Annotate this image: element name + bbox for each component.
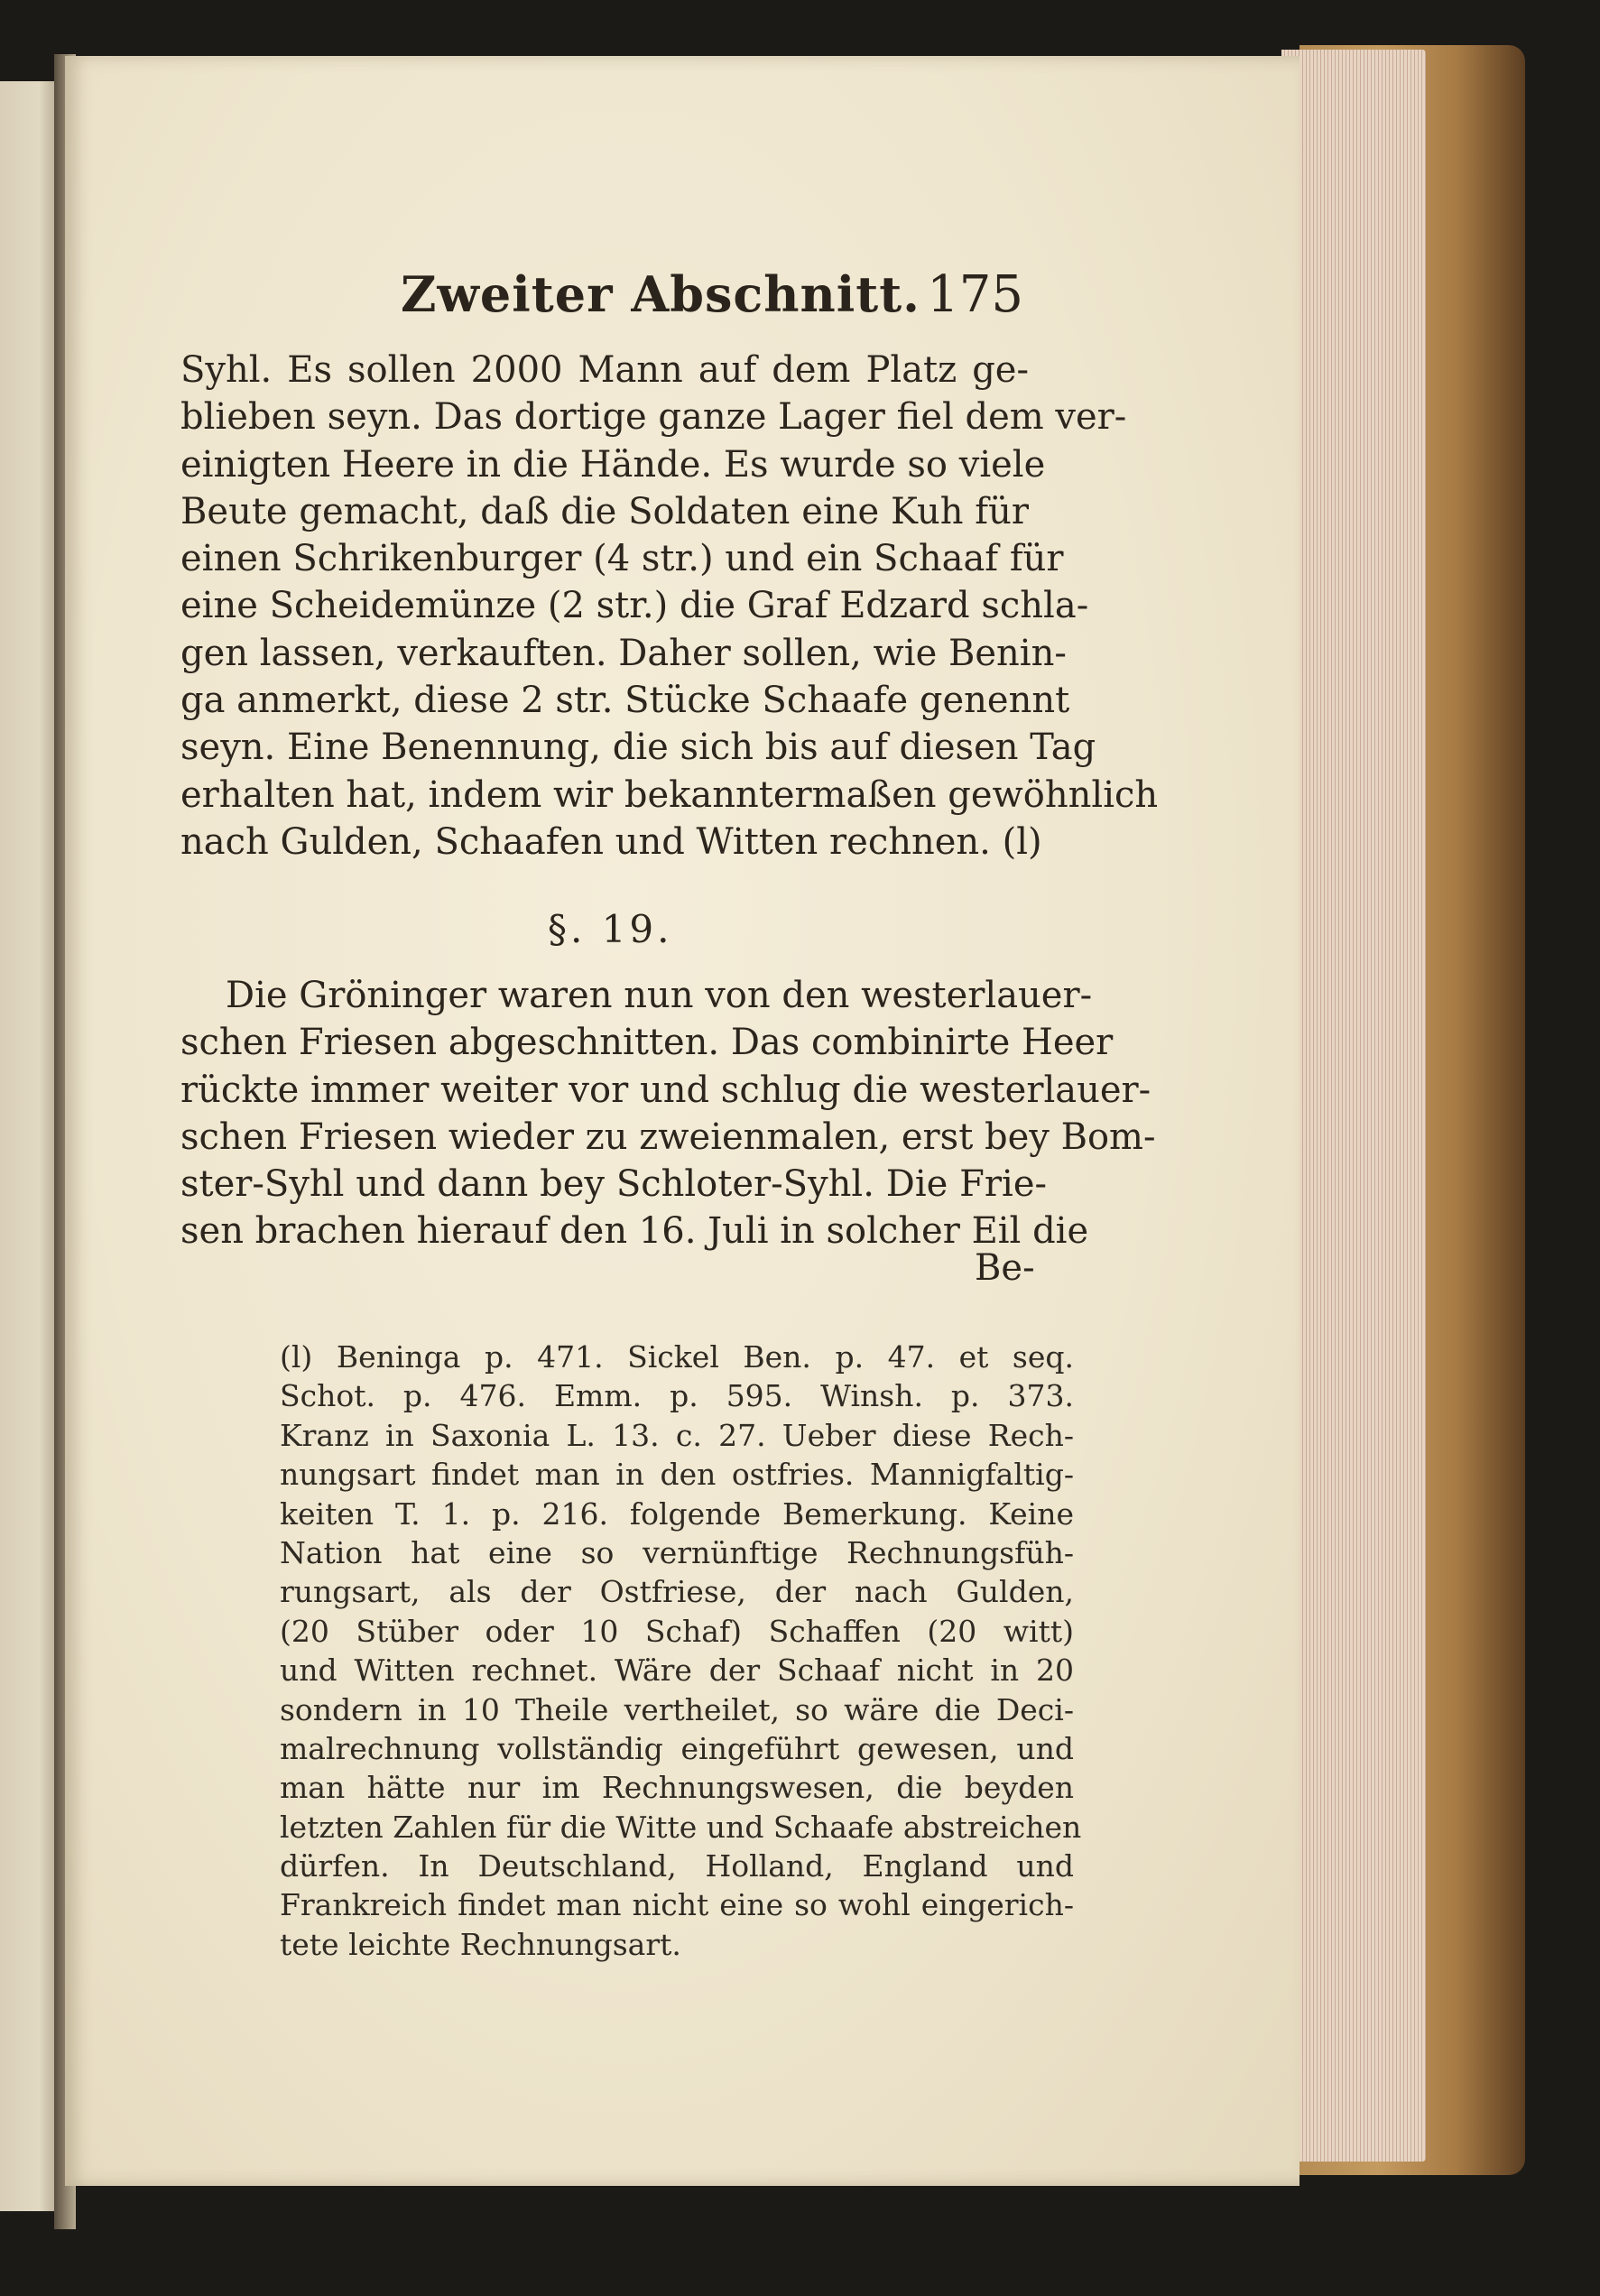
footnote-line: sondern in 10 Theile vertheilet, so wäre die Deci- <box>280 1691 1074 1727</box>
text-line: sen brachen hierauf den 16. Juli in solcher Eil die <box>180 1210 1089 1253</box>
footnote-line: Schot. p. 476. Emm. p. 595. Winsh. p. 373. <box>280 1378 1074 1414</box>
footnote-line: Kranz in Saxonia L. 13. c. 27. Ueber diese Rech- <box>280 1417 1074 1453</box>
footnote-line: (20 Stüber oder 10 Schaf) Schaffen (20 witt) <box>280 1613 1074 1649</box>
footnote-line: rungsart, als der Ostfriese, der nach Gulden, <box>280 1574 1074 1610</box>
text-line: seyn. Eine Benennung, die sich bis auf diesen Tag <box>180 727 1096 769</box>
text-line: blieben seyn. Das dortige ganze Lager fiel dem ver- <box>180 396 1127 439</box>
footnote-line: dürfen. In Deutschland, Holland, England und <box>280 1848 1074 1884</box>
footnote-line: man hätte nur im Rechnungswesen, die beyden <box>280 1770 1074 1806</box>
text-line: ga anmerkt, diese 2 str. Stücke Schaafe genennt <box>180 680 1070 722</box>
footnote-line: nungsart findet man in den ostfries. Mannigfaltig- <box>280 1457 1074 1493</box>
footnote-line: letzten Zahlen für die Witte und Schaafe abstreichen <box>280 1809 1082 1845</box>
body-paragraph <box>180 347 1159 866</box>
text-line: einen Schrikenburger (4 str.) und ein Schaaf für <box>180 538 1064 580</box>
footnote-line: und Witten rechnet. Wäre der Schaaf nicht in 20 <box>280 1653 1074 1689</box>
running-head: Zweiter Abschnitt. <box>401 265 920 323</box>
catchword: Be- <box>975 1247 1035 1289</box>
section-heading: §. 19. <box>548 907 673 951</box>
footnote-line: Nation hat eine so vernünftige Rechnungsfüh- <box>280 1534 1074 1570</box>
book-page <box>65 56 1299 2186</box>
text-line: rückte immer weiter vor und schlug die westerlauer- <box>180 1069 1151 1111</box>
text-line: einigten Heere in die Hände. Es wurde so viele <box>180 443 1046 486</box>
text-line: gen lassen, verkauften. Daher sollen, wie Benin- <box>180 632 1067 674</box>
text-line: Syhl. Es sollen 2000 Mann auf dem Platz ge- <box>180 349 1029 391</box>
text-line: ster-Syhl und dann bey Schloter-Syhl. Die Frie- <box>180 1163 1047 1206</box>
footnote-line: tete leichte Rechnungsart. <box>280 1926 681 1962</box>
page-header <box>401 265 1023 338</box>
footnote-line: (l) Beninga p. 471. Sickel Ben. p. 47. et seq. <box>280 1339 1074 1375</box>
text-line: schen Friesen abgeschnitten. Das combinirte Heer <box>180 1022 1114 1064</box>
page-number: 175 <box>927 265 1023 324</box>
text-line: erhalten hat, indem wir bekanntermaßen gewöhnlich <box>180 773 1159 816</box>
footnote-block <box>280 1338 1082 1964</box>
page-stack <box>1281 50 1426 2162</box>
footnote-line: Frankreich findet man nicht eine so wohl eingerich- <box>280 1887 1074 1923</box>
text-line: eine Scheidemünze (2 str.) die Graf Edzard schla- <box>180 585 1089 627</box>
text-line: Beute gemacht, daß die Soldaten eine Kuh für <box>180 490 1029 532</box>
text-line: Die Gröninger waren nun von den westerlauer- <box>226 975 1093 1016</box>
footnote-line: keiten T. 1. p. 216. folgende Bemerkung. Keine <box>280 1495 1074 1532</box>
text-line: schen Friesen wieder zu zweienmalen, erst bey Bom- <box>180 1116 1156 1158</box>
text-line: nach Gulden, Schaafen und Witten rechnen. (l) <box>180 820 1042 863</box>
footnote-line: malrechnung vollständig eingeführt gewesen, und <box>280 1730 1074 1766</box>
section-paragraph <box>180 972 1156 1255</box>
